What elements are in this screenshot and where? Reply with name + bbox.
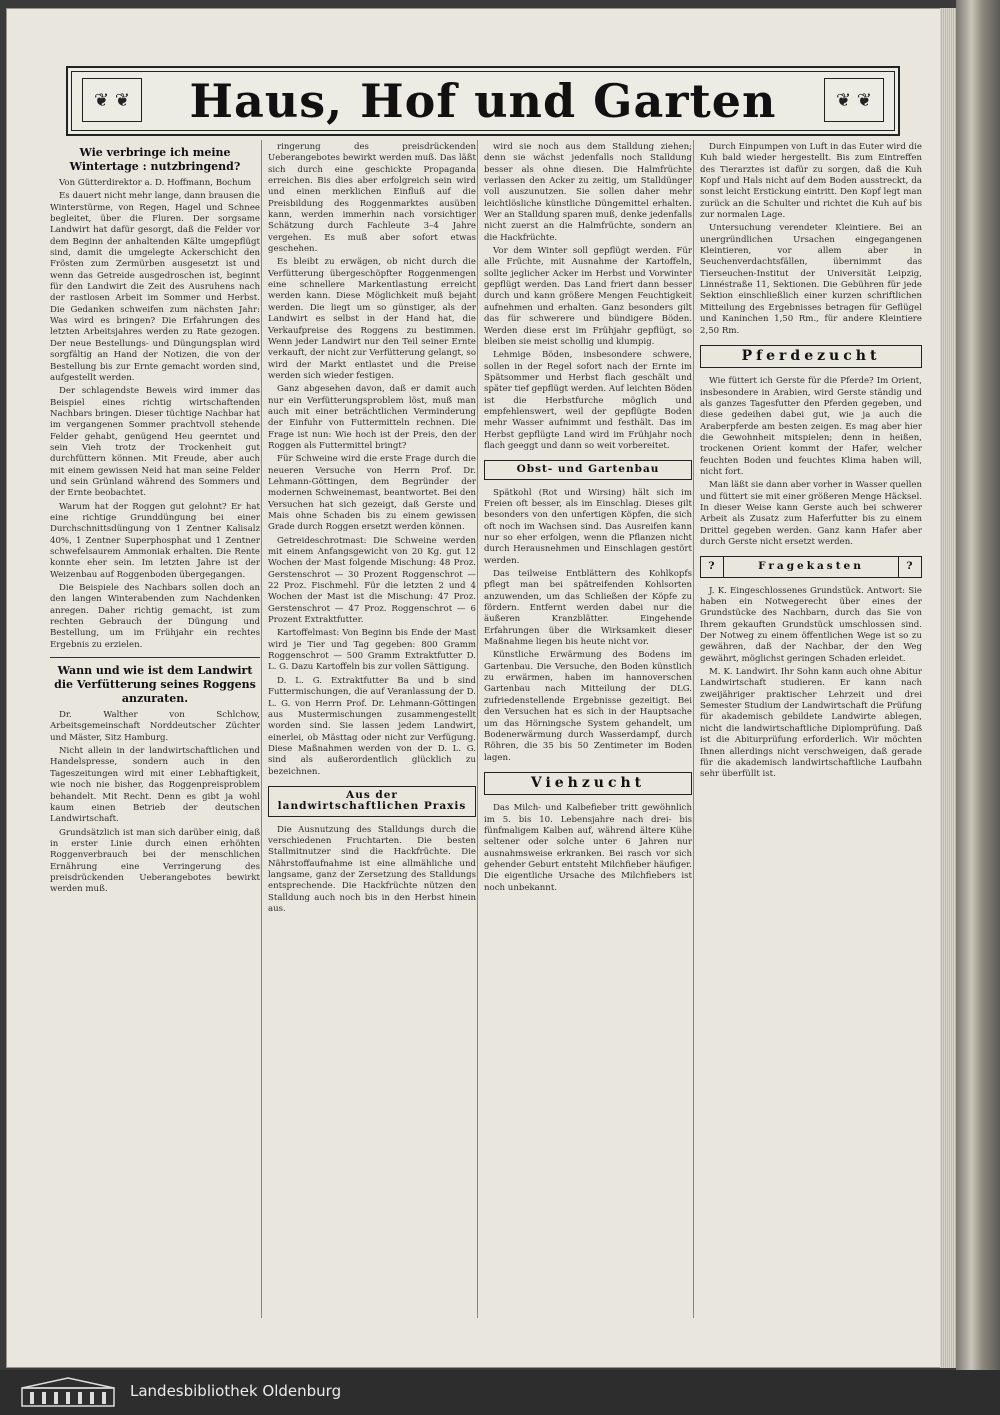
column-2	[268, 142, 476, 1368]
article-paragraph: ringerung des preisdrückenden Ueberangebotes bewirkt werden muß. Das läßt sich durch eine geschickte Propaganda erreichen. Bis dies aber erfolgreich sein wird und einen merklichen Einfluß auf die Preisbildung des Roggenmarktes ausüben kann, werden immerhin nach vorsichtiger Schätzung durch Fachleute 3–4 Jahre vergehen. Es muß aber sofort etwas geschehen.	[268, 142, 476, 255]
column-3	[484, 142, 692, 1368]
footer-bar	[0, 1370, 1000, 1415]
article-paragraph: Kartoffelmast: Von Beginn bis Ende der Mast wird je Tier und Tag gegeben: 800 Gramm Roggenschrot — 500 Gramm Extraktfutter D. L. G. Dazu Kartoffeln bis zur vollen Sättigung.	[268, 628, 476, 673]
article-paragraph: Ganz abgesehen davon, daß er damit auch nur ein Verfütterungsproblem löst, muß man auch mit einer beträchtlichen Verminderung der Einfuhr von Futtermitteln rechnen. Die Frage ist nun: Wie hoch ist der Preis, den der Roggen als Futtermittel bringt?	[268, 384, 476, 451]
article-paragraph: Es bleibt zu erwägen, ob nicht durch die Verfütterung übergeschöpfter Roggenmengen eine schnellere Markentlastung erreicht werden kann. Diese Möglichkeit muß bejaht werden. Die liegt um so günstiger, als der Landwirt es selbst in der Hand hat, die Verkaufpreise des Roggens zu bestimmen. Wenn jeder Landwirt nur den Teil seiner Ernte verkauft, der nicht zur Verfütterung gelangt, so wird der Markt entlastet und die Preise werden sich wieder festigen.	[268, 257, 476, 381]
newspaper-page	[6, 8, 956, 1368]
book-binding	[956, 0, 1000, 1370]
article-byline: Dr. Walther von Schlchow, Arbeitsgemeinschaft Norddeutscher Züchter und Mäster, Sitz Hamburg.	[50, 710, 260, 743]
page-edges	[940, 8, 956, 1368]
article-paragraph: Es dauert nicht mehr lange, dann brausen die Winterstürme, von Regen, Hagel und Schnee begleitet, über die Fluren. Der sorgsame Landwirt hat dafür gesorgt, daß die Felder vor dem Beginn der anhaltenden Kälte umgepflügt sind, damit die umgelegte Ackerschicht den Frösten zum Zermürben ausgesetzt ist und wenn das Getreide ausgedroschen ist, beginnt für den Landwirt die Zeit des Ausruhens nach der rastlosen Arbeit im Sommer und Herbst. Die Gedanken schweifen zum nächsten Jahr: Was wird es bringen? Die Erfahrungen des letzten Arbeitsjahres werden zu Rate gezogen. Der neue Bestellungs- und Düngungsplan wird sorgfältig an Hand der Notizen, die von der Bestellung bis zur Ernte gemacht worden sind, aufgestellt werden.	[50, 191, 260, 383]
question-mark-icon: ?	[701, 557, 724, 576]
article-paragraph: wird sie noch aus dem Stalldung ziehen; denn sie wächst jedenfalls noch Stalldung besser als ohne diesen. Die Halmfrüchte verlassen den Acker zu zeitig, um Stalldünger voll auszunutzen. Sie sollen daher mehr leichtlösliche künstliche Düngemittel erhalten. Wer an Stalldung sparen muß, denke jedenfalls nicht zuerst an die Halmfrüchte, sondern an die Hackfrüchte.	[484, 142, 692, 243]
article-paragraph: Der schlagendste Beweis wird immer das Beispiel eines richtig wirtschaftenden Nachbars bringen. Dieser tüchtige Nachbar hat im vergangenen Sommer prachtvoll stehende Felder gehabt, genügend Heu geerntet und sein Vieh trotz der Trockenheit gut durchfüttern können. Mit Freude, aber auch mit einem gewissen Neid hat man seine Felder und sein Grünland während des Sommers und der Ernte beobachtet.	[50, 386, 260, 499]
section-box-obstbau: Obst- und Gartenbau	[484, 460, 692, 479]
article-paragraph: Vor dem Winter soll gepflügt werden. Für alle Früchte, mit Ausnahme der Kartoffeln, sollte jeglicher Acker im Herbst und Vorwinter gepflügt werden. Das Land friert dann besser durch und kann größere Mengen Feuchtigkeit aufnehmen und erhalten. Ganz besonders gilt das für schwerere und bündigere Böden. Werden diese erst im Frühjahr gepflügt, so bleiben sie meist schollig und klumpig.	[484, 246, 692, 347]
library-building-logo	[20, 1376, 116, 1408]
section-box-label: Fragekasten	[758, 560, 864, 573]
article-paragraph: Das teilweise Entblättern des Kohlkopfs pflegt man bei spätreifenden Kohlsorten anzuwenden, um das Schließen der Köpfe zu fördern. Entfernt werden dabei nur die äußeren Kranzblätter. Eingehende Erfahrungen über die Wirksamkeit dieser Maßnahme liegen bis heute nicht vor.	[484, 569, 692, 648]
article-paragraph: Künstliche Erwärmung des Bodens im Gartenbau. Die Versuche, den Boden künstlich zu erwärmen, haben im hannoverschen Gartenbau nach Mitteilung der DLG. zufriedenstellende Ergebnisse gezeitigt. Bei den Versuchen hat es sich in der Hauptsache um das Hörningsche System gehandelt, um Bodenerwärmung durch Wasserdampf, durch Röhren, die 35 bis 50 Zentimeter im Boden lagen.	[484, 650, 692, 763]
article-paragraph: Lehmige Böden, insbesondere schwere, sollen in der Regel sofort nach der Ernte im Spätsommer und Herbst flach geschält und später tief gepflügt werden. Auf leichten Böden ist die Herbstfurche möglich und empfehlenswert, weil der gepflügte Boden mehr Wasser aufnimmt und festhält. Das im Herbst gepflügte Land wird im Frühjahr noch flach geeggt und dann so weit vorbereitet.	[484, 350, 692, 451]
section-box-pferdezucht: Pferdezucht	[700, 345, 922, 368]
article-headline: Wie verbringe ich meine Wintertage : nutzbringend?	[69, 146, 241, 173]
article-paragraph: Grundsätzlich ist man sich darüber einig, daß in erster Linie durch einen erhöhten Roggenverbrauch bei der menschlichen Ernährung eine Verringerung des preisdrückenden Ueberangebotes bewirkt werden muß.	[50, 827, 260, 895]
article-paragraph: Wie füttert ich Gerste für die Pferde? Im Orient, insbesondere in Arabien, wird Gerste ständig und als ganzes Tagesfutter den Pferden gegeben, und diese gedeihen dabei gut, wie ja auch die Araberpferde am besten zeigen. Es mag aber hier die Gewohnheit mitspielen; denn in heißen, trockenen Orient kommt der Hafer, welcher feuchten Boden und feuchtes Klima haben will, nicht fort.	[700, 376, 922, 477]
article-headline: Wann und wie ist dem Landwirt die Verfütterung seines Roggens anzuraten.	[54, 664, 256, 706]
section-banner	[66, 66, 900, 136]
article-paragraph: Das Milch- und Kalbefieber tritt gewöhnlich im 5. bis 10. Lebensjahre nach drei- bis fünfmaligem Kalben auf, während ältere Kühe seltener oder solche unter 6 Jahren nur ausnahmsweise erkranken. Bei rasch vor sich gehender Geburt entsteht Milchfieber häufiger. Die eigentliche Ursache des Milchfiebers ist noch unbekannt.	[484, 803, 692, 893]
section-box-fragekasten	[700, 556, 922, 577]
article-paragraph: Für Schweine wird die erste Frage durch die neueren Versuche von Herrn Prof. Dr. Lehmann-Göttingen, dem Begründer der modernen Schweinemast, beantwortet. Bei den Versuchen hat sich gezeigt, daß Gerste und Mais ohne Schaden bis zu einem gewissen Grade durch Roggen ersetzt werden können.	[268, 454, 476, 533]
article-paragraph: Nicht allein in der landwirtschaftlichen und Handelspresse, sondern auch in den Tageszeitungen wird mit einer Lebhaftigkeit, wie noch nie bisher, das Roggenpreisproblem behandelt. Mit Recht. Denn es gibt ja wohl kaum einen Betrieb der deutschen Landwirtschaft.	[50, 746, 260, 825]
section-title: Haus, Hof und Garten	[189, 74, 777, 128]
article-paragraph: Spätkohl (Rot und Wirsing) hält sich im Freien oft besser, als im Einschlag. Dieses gilt besonders von den unfertigen Köpfen, die sich oft noch im Wachsen sind. Das Ausreifen kann nur so eher erfolgen, wenn die Pflanzen nicht durch Herausnehmen und Einschlagen gestört werden.	[484, 487, 692, 566]
column-1	[50, 142, 260, 1368]
article-paragraph: M. K. Landwirt. Ihr Sohn kann auch ohne Abitur Landwirtschaft studieren. Er kann nach zweijähriger praktischer Lehrzeit und drei Semester Studium der Landwirtschaft die Prüfung für akademisch gebildete Landwirte ablegen, nicht die landwirtschaftliche Diplomprüfung. Daß ist die Abiturprüfung erforderlich. Wir möchten Ihnen allerdings nicht verschweigen, daß gerade für die akademisch landwirtschaftliche Laufbahn sehr überfüllt ist.	[700, 667, 922, 780]
article-paragraph: Man läßt sie dann aber vorher in Wasser quellen und füttert sie mit einer größeren Menge Häcksel. In dieser Weise kann Gerste auch bei schwerer Arbeit als Zusatz zum Haferfutter bis zu einem Drittel gegeben werden. Ganz kann Hafer aber durch Gerste nicht ersetzt werden.	[700, 480, 922, 547]
article-paragraph: Die Beispiele des Nachbars sollen doch an den langen Winterabenden zum Nachdenken anregen. Daher richtig gemacht, ist zum rechten Gebrauch der Düngung und Bestellung, um im Frühjahr ein rechtes Ergebnis zu erzielen.	[50, 583, 260, 650]
question-mark-icon: ?	[898, 557, 921, 576]
column-4	[700, 142, 922, 1368]
article-byline: Von Gütterdirektor a. D. Hoffmann, Bochum	[59, 178, 252, 188]
column-divider	[477, 140, 478, 1318]
divider	[50, 657, 260, 658]
leaf-ornament-icon: ❦ ❦	[82, 78, 142, 122]
section-box-praxis: Aus der landwirtschaftlichen Praxis	[268, 786, 476, 817]
article-paragraph: J. K. Eingeschlossenes Grundstück. Antwort: Sie haben ein Notwegerecht über eines der Grundstücke des Nachbarn, durch das Sie von Ihrem gekauften Grundstück umschlossen sind. Der Notweg zu einem öffentlichen Wege ist so zu gewähren, daß der Nachbar, der den Weg gewährt, möglichst geringen Schaden erleidet.	[700, 585, 922, 664]
section-box-viehzucht: Viehzucht	[484, 772, 692, 795]
article-paragraph: Die Ausnutzung des Stalldungs durch die verschiedenen Fruchtarten. Die besten Stallmitnutzer sind die Hackfrüchte. Die Nährstoffaufnahme ist eine allmähliche und langsame, ganz der Zersetzung des Stalldungs entsprechende. Die Hackfrüchte nützen den Stalldung auch noch bis in den Herbst hinein aus.	[268, 824, 476, 914]
article-paragraph: Warum hat der Roggen gut gelohnt? Er hat eine richtige Grunddüngung bei einer Durchschnittsdüngung von 1 Zentner Kalisalz 40%, 1 Zentner Superphosphat und 1 Zentner schwefelsaurem Ammoniak erhalten. Die Rente konnte eher sein. Im letzten Jahre ist der Weizenbau auf Roggenboden übergegangen.	[50, 501, 260, 580]
library-name: Landesbibliothek Oldenburg	[130, 1382, 342, 1400]
article-paragraph: Durch Einpumpen von Luft in das Euter wird die Kuh bald wieder hergestellt. Bis zum Eintreffen des Tierarztes ist dafür zu sorgen, daß die Kuh Kopf und Hals nicht auf dem Boden ausstreckt, da sonst leicht Erstickung eintritt. Den Kopf legt man zurück an die Schulter und richtet die Kuh auf bis zur normalen Lage.	[700, 142, 922, 221]
article-paragraph: Getreideschrotmast: Die Schweine werden mit einem Anfangsgewicht von 20 Kg. gut 12 Wochen der Mast folgende Mischung: 48 Proz. Gerstenschrot — 30 Prozent Roggenschrot — 22 Proz. Fischmehl. Für die letzten 2 und 4 Wochen der Mast ist die Mischung: 47 Proz. Gerstenschrot — 47 Proz. Roggenschrot — 6 Prozent Extraktfutter.	[268, 535, 476, 626]
leaf-ornament-icon: ❦ ❦	[824, 78, 884, 122]
column-divider	[261, 140, 262, 1318]
column-divider	[693, 140, 694, 1318]
article-paragraph: D. L. G. Extraktfutter Ba und b sind Futtermischungen, die auf Veranlassung der D. L. G. von Herrn Prof. Dr. Lehmann-Göttingen aus Mustermischungen zusammengestellt worden sind. Sie lassen jedem Landwirt, einerlei, ob Mästtag oder nicht zur Verfügung. Diese Maßnahmen werden von der D. L. G. sind als außerordentlich glücklich zu bezeichnen.	[268, 675, 476, 777]
article-paragraph: Untersuchung verendeter Kleintiere. Bei an unergründlichen Ursachen eingegangenen Kleintieren, vor allem aber in Seuchenverdachtsfällen, übernimmt das Tierseuchen-Institut der Universität Leipzig, Linnéstraße 11, Sektionen. Die Gebühren für jede Sektion einschließlich einer kurzen schriftlichen Mitteilung des Ergebnisses betragen für Geflügel und Kaninchen 1,50 Rm., für andere Kleintiere 2,50 Rm.	[700, 223, 922, 336]
